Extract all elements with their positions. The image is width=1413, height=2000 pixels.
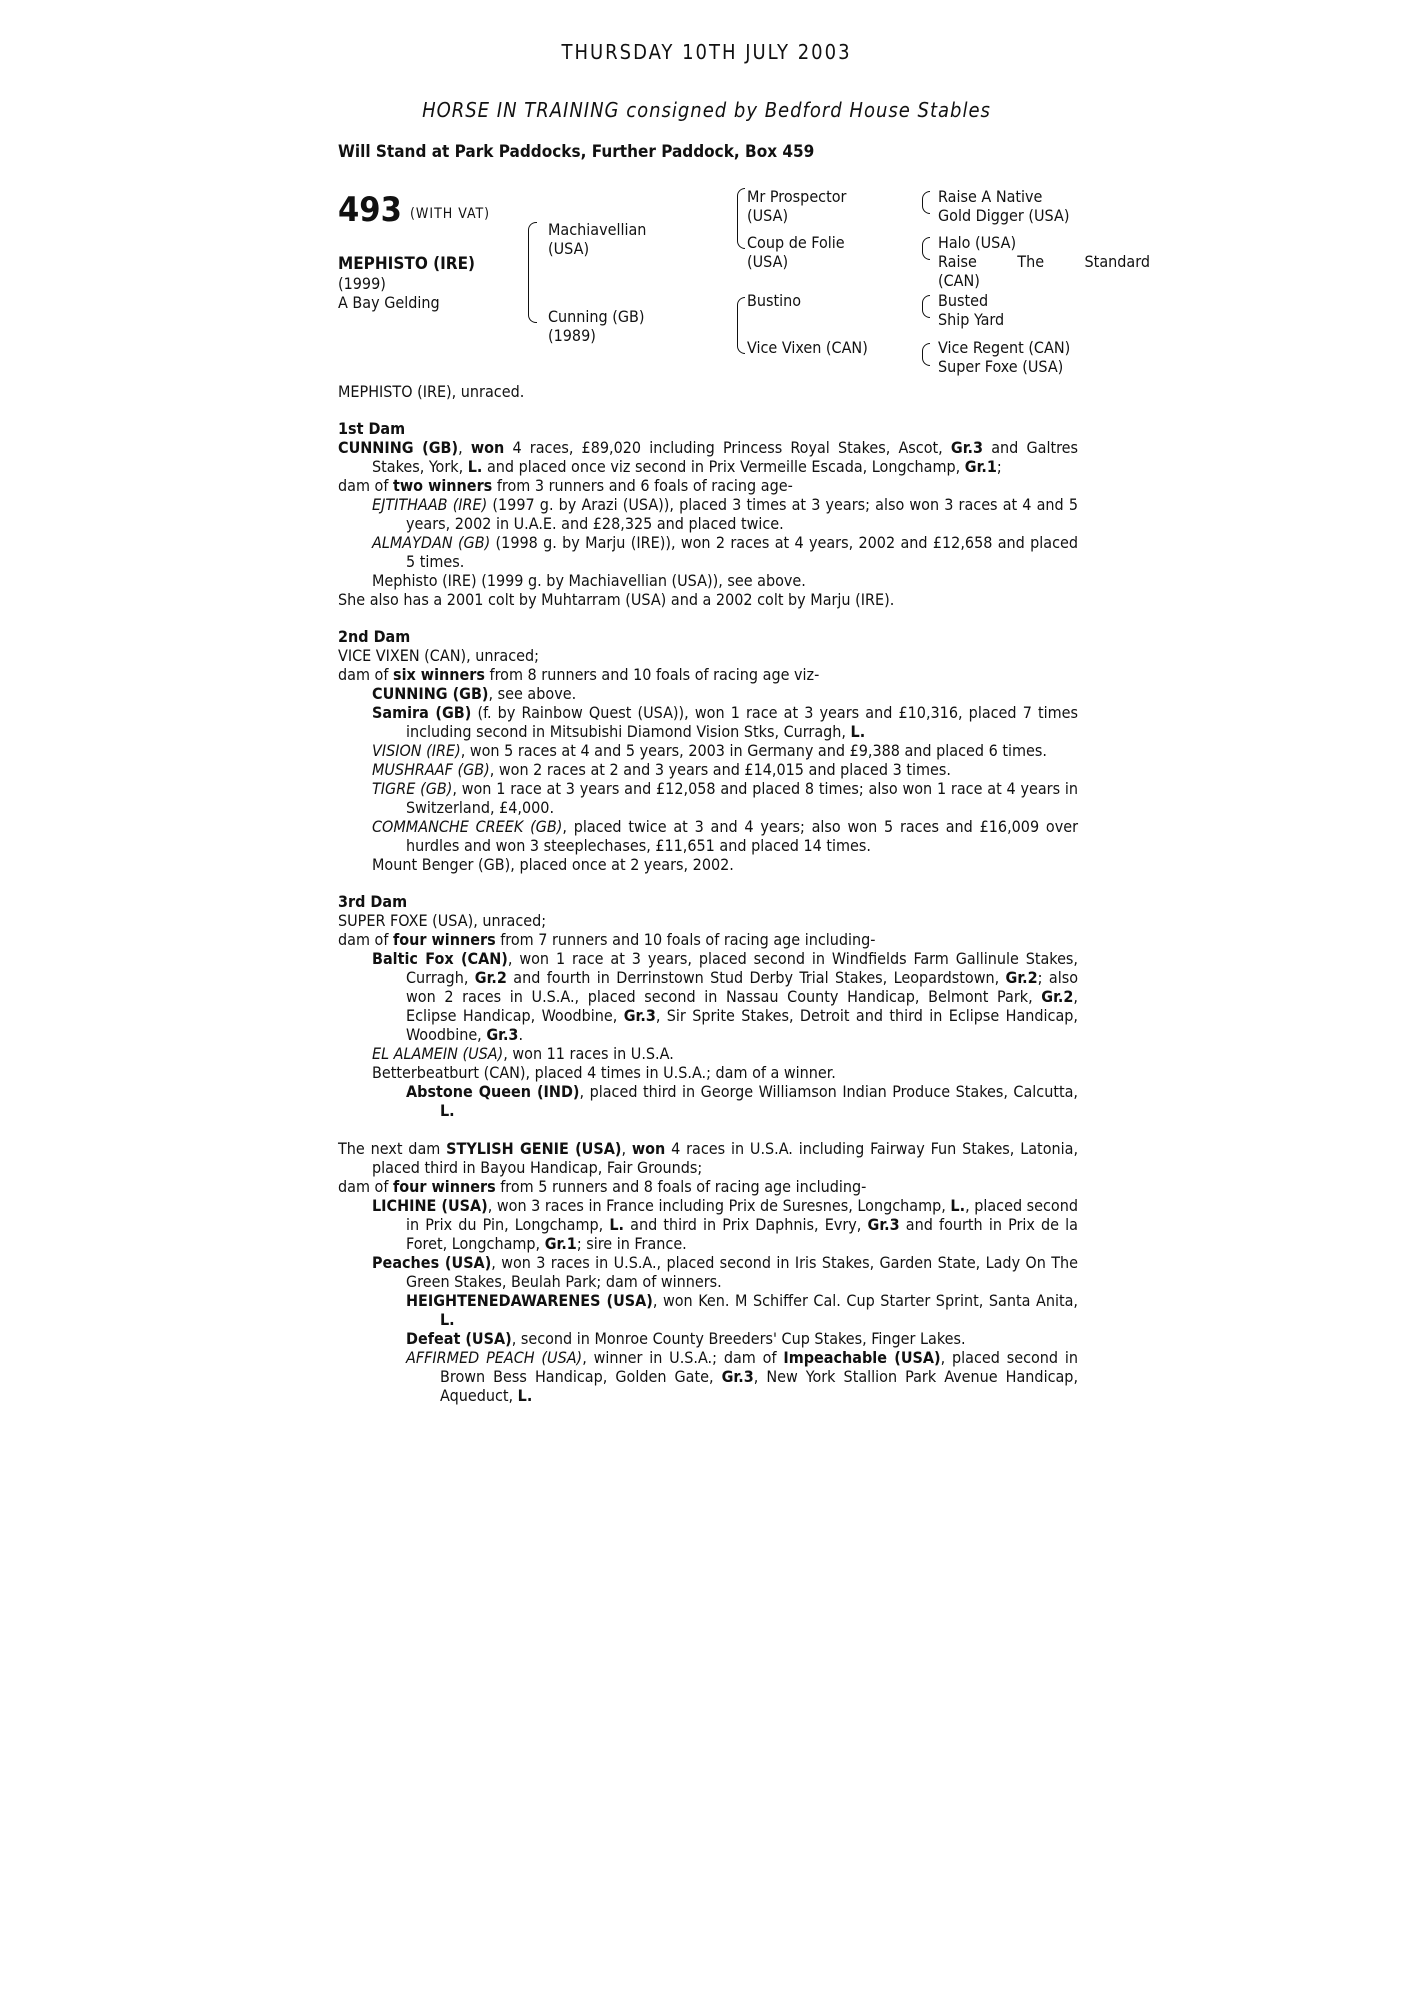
- produce-entry: Mephisto (IRE) (1999 g. by Machiavellian (USA)), see above.: [372, 571, 806, 590]
- produce-entry: EL ALAMEIN (USA), won 11 races in U.S.A.: [372, 1044, 674, 1063]
- pedigree-g2: Gold Digger (USA): [938, 206, 1070, 225]
- produce-entry: Samira (GB) (f. by Rainbow Quest (USA)), won 1 race at 3 years and £10,316, placed 7 times including second in Mitsubishi Diamond Vision Stks, Curragh, L.: [372, 703, 1079, 741]
- pedigree-g8: Super Foxe (USA): [938, 357, 1064, 376]
- pedigree-sire-dam: Coup de Folie (USA): [747, 233, 845, 271]
- next-dam-record: The next dam STYLISH GENIE (USA), won 4 races in U.S.A. including Fairway Fun Stakes, Latonia, placed third in Bayou Handicap, Fair Grounds;: [338, 1139, 1079, 1177]
- pedigree-dam: Cunning (GB) (1989): [548, 307, 645, 345]
- produce-entry: MUSHRAAF (GB), won 2 races at 2 and 3 years and £14,015 and placed 3 times.: [372, 760, 951, 779]
- first-dam-record: CUNNING (GB), won 4 races, £89,020 including Princess Royal Stakes, Ascot, Gr.3 and Galtres Stakes, York, L. and placed once viz second in Prix Vermeille Escada, Longchamp, Gr.1;: [338, 438, 1079, 476]
- pedigree-brace: [922, 306, 930, 318]
- pedigree-brace: [922, 248, 930, 260]
- produce-entry: Mount Benger (GB), placed once at 2 years, 2002.: [372, 855, 734, 874]
- pedigree-sire-sire: Mr Prospector (USA): [747, 187, 847, 225]
- next-dam-produce-line: dam of four winners from 5 runners and 8 foals of racing age including-: [338, 1177, 867, 1196]
- produce-entry: TIGRE (GB), won 1 race at 3 years and £12,058 and placed 8 times; also won 1 race at 4 years in Switzerland, £4,000.: [372, 779, 1079, 817]
- horse-summary: MEPHISTO (IRE), unraced.: [338, 382, 525, 401]
- first-dam-extra: She also has a 2001 colt by Muhtarram (USA) and a 2002 colt by Marju (IRE).: [338, 590, 895, 609]
- pedigree-brace: [528, 222, 537, 273]
- produce-entry: HEIGHTENEDAWARENES (USA), won Ken. M Schiffer Cal. Cup Starter Sprint, Santa Anita, L.: [406, 1291, 1079, 1329]
- produce-entry: Abstone Queen (IND), placed third in George Williamson Indian Produce Stakes, Calcutta, L.: [406, 1082, 1079, 1120]
- produce-entry: Baltic Fox (CAN), won 1 race at 3 years, placed second in Windfields Farm Gallinule Stakes, Curragh, Gr.2 and fourth in Derrinstown Stud Derby Trial Stakes, Leopardstown, Gr.2; also won 2 races in U.S.A., placed second in Nassau County Handicap, Belmont Park, Gr.2, Eclipse Handicap, Woodbine, Gr.3, Sir Sprite Stakes, Detroit and third in Eclipse Handicap, Woodbine, Gr.3.: [372, 949, 1079, 1044]
- consignment-line: HORSE IN TRAINING consigned by Bedford House Stables: [422, 98, 991, 122]
- pedigree-g7: Vice Regent (CAN): [938, 338, 1071, 357]
- horse-year: (1999): [338, 274, 386, 293]
- pedigree-brace: [922, 354, 930, 366]
- horse-description: A Bay Gelding: [338, 293, 440, 312]
- third-dam-name: SUPER FOXE (USA), unraced;: [338, 911, 547, 930]
- horse-name: MEPHISTO (IRE): [338, 254, 476, 274]
- vat-note: (WITH VAT): [410, 206, 491, 222]
- lot-number: 493: [338, 190, 402, 230]
- pedigree-dam-dam: Vice Vixen (CAN): [747, 338, 868, 357]
- pedigree-brace: [737, 218, 745, 249]
- pedigree-brace: [528, 272, 537, 323]
- produce-entry: CUNNING (GB), see above.: [372, 684, 577, 703]
- pedigree-brace: [922, 202, 930, 214]
- sale-date: THURSDAY 10TH JULY 2003: [561, 40, 852, 64]
- produce-entry: Defeat (USA), second in Monroe County Breeders' Cup Stakes, Finger Lakes.: [406, 1329, 966, 1348]
- pedigree-brace: [737, 188, 745, 219]
- produce-entry: Betterbeatburt (CAN), placed 4 times in U.S.A.; dam of a winner.: [372, 1063, 836, 1082]
- third-dam-produce-line: dam of four winners from 7 runners and 10 foals of racing age including-: [338, 930, 876, 949]
- second-dam-heading: 2nd Dam: [338, 627, 411, 646]
- third-dam-heading: 3rd Dam: [338, 892, 408, 911]
- produce-entry: VISION (IRE), won 5 races at 4 and 5 years, 2003 in Germany and £9,388 and placed 6 times.: [372, 741, 1047, 760]
- pedigree-g4: Raise The Standard (CAN): [938, 252, 1150, 290]
- pedigree-g5: Busted: [938, 291, 989, 310]
- produce-entry: AFFIRMED PEACH (USA), winner in U.S.A.; dam of Impeachable (USA), placed second in Brown Bess Handicap, Golden Gate, Gr.3, New York Stallion Park Avenue Handicap, Aqueduct, L.: [406, 1348, 1079, 1405]
- pedigree-g6: Ship Yard: [938, 310, 1005, 329]
- produce-entry: LICHINE (USA), won 3 races in France including Prix de Suresnes, Longchamp, L., placed second in Prix du Pin, Longchamp, L. and third in Prix Daphnis, Evry, Gr.3 and fourth in Prix de la Foret, Longchamp, Gr.1; sire in France.: [372, 1196, 1079, 1253]
- pedigree-brace: [737, 325, 745, 354]
- pedigree-dam-sire: Bustino: [747, 291, 802, 310]
- produce-entry: ALMAYDAN (GB) (1998 g. by Marju (IRE)), won 2 races at 4 years, 2002 and £12,658 and placed 5 times.: [372, 533, 1078, 571]
- stand-location: Will Stand at Park Paddocks, Further Paddock, Box 459: [338, 142, 815, 162]
- first-dam-produce-line: dam of two winners from 3 runners and 6 foals of racing age-: [338, 476, 793, 495]
- pedigree-sire: Machiavellian (USA): [548, 220, 647, 258]
- pedigree-g1: Raise A Native: [938, 187, 1043, 206]
- produce-entry: Peaches (USA), won 3 races in U.S.A., placed second in Iris Stakes, Garden State, Lady On The Green Stakes, Beulah Park; dam of winners.: [372, 1253, 1079, 1291]
- produce-entry: EJTITHAAB (IRE) (1997 g. by Arazi (USA)), placed 3 times at 3 years; also won 3 races at 4 and 5 years, 2002 in U.A.E. and £28,325 and placed twice.: [372, 495, 1078, 533]
- first-dam-heading: 1st Dam: [338, 419, 406, 438]
- produce-entry: COMMANCHE CREEK (GB), placed twice at 3 and 4 years; also won 5 races and £16,009 over hurdles and won 3 steeplechases, £11,651 and placed 14 times.: [372, 817, 1078, 855]
- second-dam-name: VICE VIXEN (CAN), unraced;: [338, 646, 539, 665]
- catalogue-body: [338, 382, 1078, 1405]
- second-dam-produce-line: dam of six winners from 8 runners and 10 foals of racing age viz-: [338, 665, 820, 684]
- pedigree-g3: Halo (USA): [938, 233, 1017, 252]
- pedigree-brace: [737, 297, 745, 326]
